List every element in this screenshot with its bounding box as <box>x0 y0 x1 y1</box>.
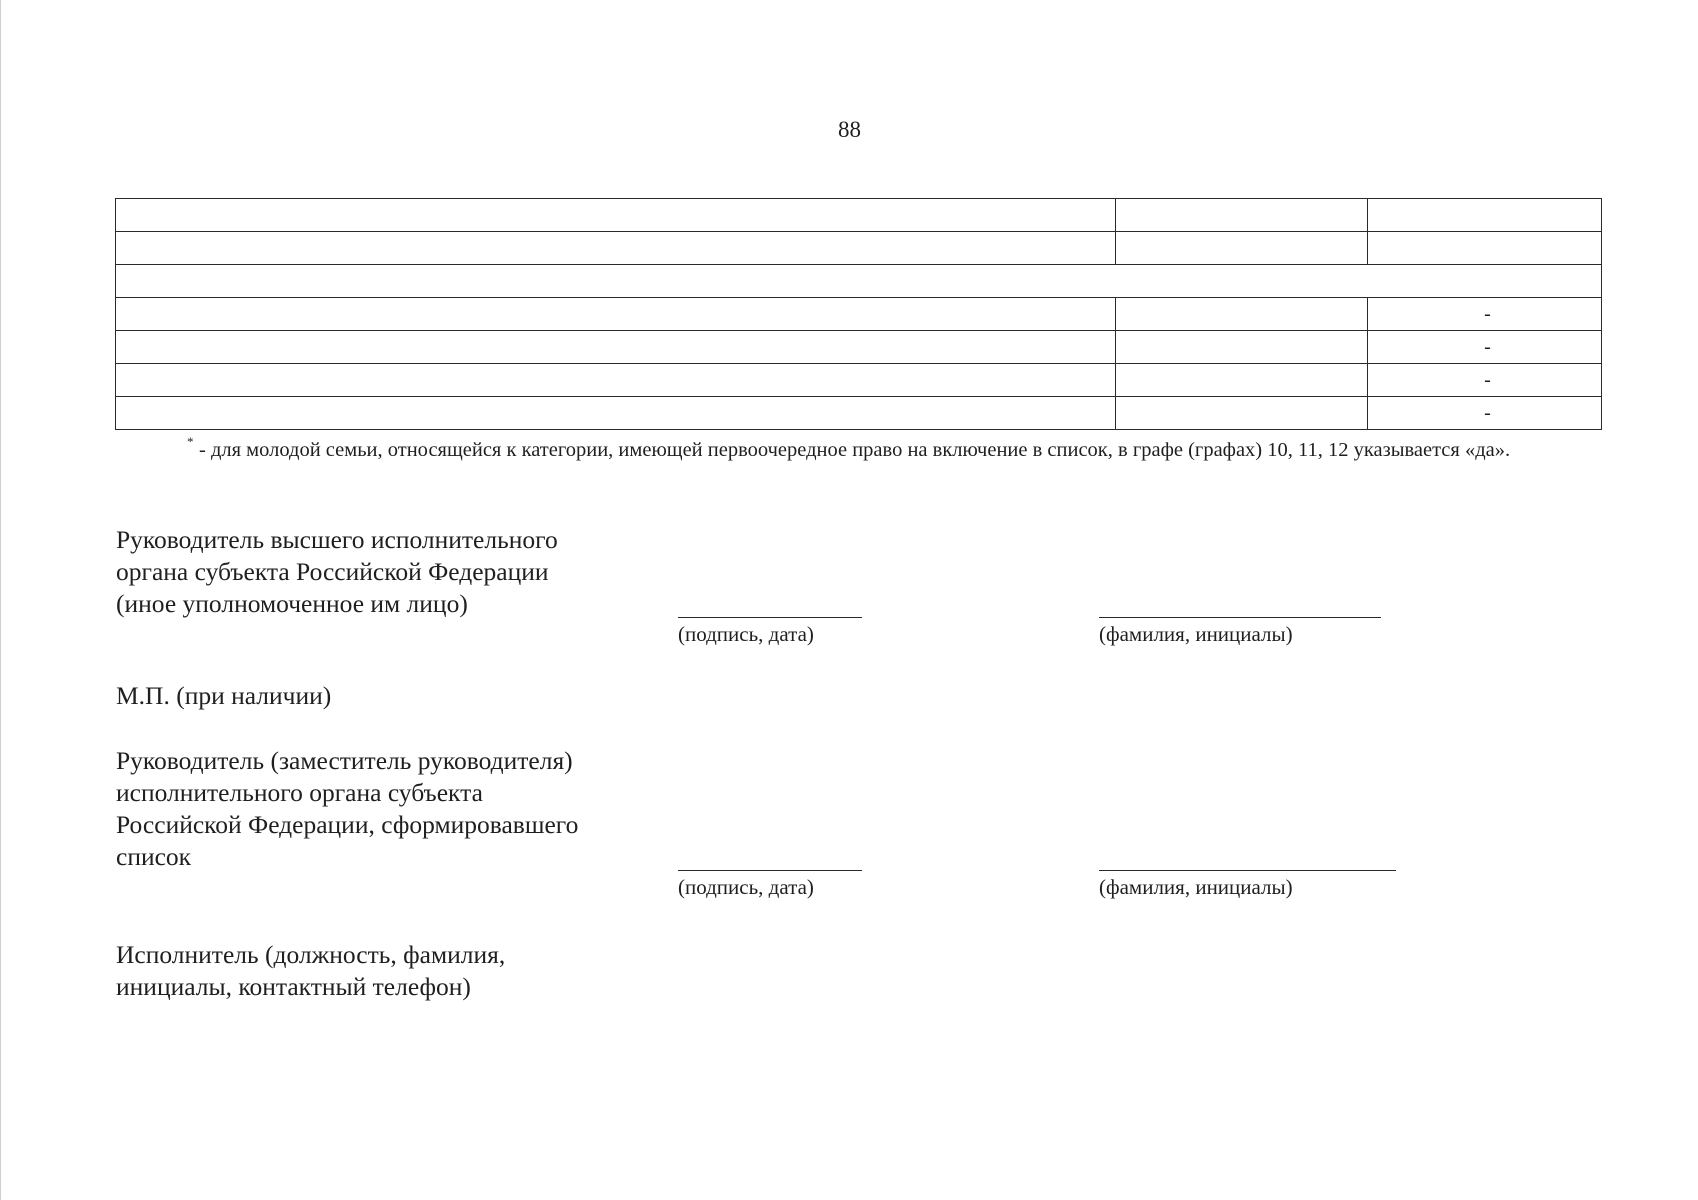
performer-line: инициалы, контактный телефон) <box>116 972 471 1001</box>
table-cell: - <box>1368 364 1602 397</box>
head-executive-signature-caption: (подпись, дата) <box>678 622 814 646</box>
table-cell <box>1116 199 1368 232</box>
table-cell <box>1368 232 1602 265</box>
page-number: 88 <box>838 117 861 142</box>
head-executive-line: органа субъекта Российской Федерации <box>116 557 549 586</box>
footnote-text: - для молодой семьи, относящейся к категории, имеющей первоочередное право на включение в список, в графе (графах) 10, 11, 12 указывается «да». <box>199 439 1511 461</box>
table-cell: - <box>1368 298 1602 331</box>
list-former-line: Российской Федерации, сформировавшего <box>116 810 579 839</box>
list-former-name-line <box>1099 870 1396 871</box>
list-former-line: Руководитель (заместитель руководителя) <box>116 746 573 775</box>
performer-label <box>116 939 505 1003</box>
head-executive-line: Руководитель высшего исполнительного <box>116 525 558 554</box>
table-cell <box>1116 298 1368 331</box>
table-cell <box>116 364 1116 397</box>
table-cell <box>116 232 1116 265</box>
list-former-signature-caption: (подпись, дата) <box>678 875 814 899</box>
list-former-label <box>116 745 578 873</box>
data-table <box>115 198 1602 430</box>
head-executive-signature-line <box>678 617 862 618</box>
table-cell <box>1116 397 1368 430</box>
table-row <box>116 265 1602 298</box>
table-cell <box>116 397 1116 430</box>
list-former-line: список <box>116 842 192 871</box>
table-cell <box>1116 364 1368 397</box>
table-cell: - <box>1368 397 1602 430</box>
table-cell <box>1368 199 1602 232</box>
table-row <box>116 397 1602 430</box>
seal-label: М.П. (при наличии) <box>116 681 332 710</box>
table-body <box>116 199 1602 430</box>
head-executive-line: (иное уполномоченное им лицо) <box>116 589 468 618</box>
table-cell <box>1116 232 1368 265</box>
table-cell <box>116 298 1116 331</box>
list-former-line: исполнительного органа субъекта <box>116 778 483 807</box>
head-executive-name-caption: (фамилия, инициалы) <box>1099 622 1293 646</box>
table-row <box>116 232 1602 265</box>
table-cell <box>1116 331 1368 364</box>
table-row <box>116 331 1602 364</box>
table-row <box>116 364 1602 397</box>
footnote <box>115 436 1605 465</box>
scan-edge <box>0 0 1 1200</box>
table-cell <box>116 331 1116 364</box>
footnote-marker: * <box>187 434 194 449</box>
list-former-name-caption: (фамилия, инициалы) <box>1099 875 1293 899</box>
table-row <box>116 199 1602 232</box>
performer-line: Исполнитель (должность, фамилия, <box>116 940 506 969</box>
list-former-signature-line <box>678 870 862 871</box>
head-executive-label <box>116 524 558 620</box>
head-executive-name-line <box>1099 617 1381 618</box>
table-cell-merged <box>116 265 1602 298</box>
table-cell <box>116 199 1116 232</box>
table-row <box>116 298 1602 331</box>
table-cell: - <box>1368 331 1602 364</box>
